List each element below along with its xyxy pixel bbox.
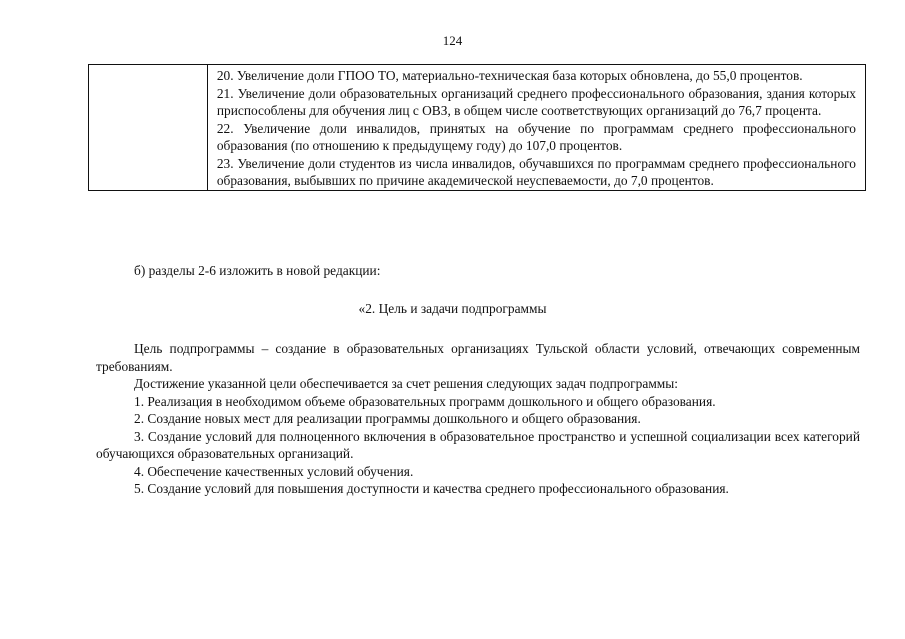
goal-paragraph: Цель подпрограммы – создание в образовательных организациях Тульской области условий, отвечающих современным требованиям.: [96, 341, 860, 374]
indicator-item: 22. Увеличение доли инвалидов, принятых на обучение по программам среднего профессионального образования (по отношению к предыдущему году) до 107,0 процентов.: [216, 120, 856, 153]
task-item: 5. Создание условий для повышения доступности и качества среднего профессионального образования.: [134, 481, 729, 496]
table-left-cell: [89, 65, 208, 190]
table-right-cell: [208, 65, 865, 190]
indicator-item: 21. Увеличение доли образовательных организаций среднего профессионального образования, здания которых приспособлены для обучения лиц с ОВЗ, в общем числе соответствующих организаций до 76,7 процента.: [216, 85, 856, 118]
tasks-intro-paragraph: Достижение указанной цели обеспечивается за счет решения следующих задач подпрограммы:: [134, 376, 678, 391]
indicator-item: 23. Увеличение доли студентов из числа инвалидов, обучавшихся по программам среднего профессионального образования, выбывших по причине академической неуспеваемости, до 7,0 процентов.: [216, 155, 856, 188]
intro-paragraph-block: [96, 262, 860, 280]
section-heading: «2. Цель и задачи подпрограммы: [358, 301, 547, 316]
task-item: 3. Создание условий для полноценного включения в образовательное пространство и успешной социализации всех категорий обучающихся образовательных организаций.: [96, 428, 860, 461]
task-item: 1. Реализация в необходимом объеме образовательных программ дошкольного и общего образования.: [134, 393, 716, 409]
task-item: 4. Обеспечение качественных условий обучения.: [134, 463, 414, 479]
indicators-table: [88, 64, 866, 191]
section-body: [96, 340, 860, 498]
page-number: 124: [442, 33, 463, 48]
intro-paragraph: б) разделы 2-6 изложить в новой редакции:: [134, 263, 381, 278]
task-item: 2. Создание новых мест для реализации программы дошкольного и общего образования.: [134, 411, 641, 426]
indicator-item: 20. Увеличение доли ГПОО ТО, материально-техническая база которых обновлена, до 55,0 процентов.: [216, 68, 803, 83]
